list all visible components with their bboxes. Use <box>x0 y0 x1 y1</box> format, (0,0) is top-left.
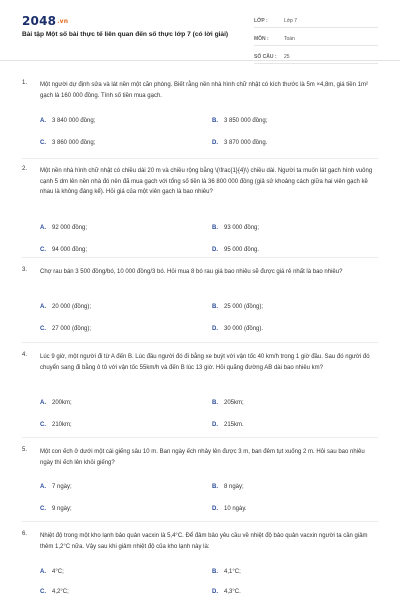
question-number: 4. <box>22 352 28 358</box>
document-title: Bài tập Một số bài thực tế liên quan đến số thực lớp 7 (có lời giải) <box>22 31 229 38</box>
document-header <box>0 0 400 61</box>
option-a[interactable]: A. 4°C; <box>40 569 64 575</box>
option-b[interactable]: B. 93 000 đồng; <box>212 225 260 231</box>
meta-value: Lớp 7 <box>284 17 298 24</box>
question-3 <box>22 267 378 347</box>
option-a[interactable]: A. 3 840 000 đồng; <box>40 118 96 124</box>
divider <box>22 437 378 438</box>
option-a[interactable]: A. 92 000 đồng; <box>40 225 88 231</box>
question-text: Lúc 9 giờ, một người đi từ A đến B. Lúc đầu người đó đi bằng xe buýt với vận tốc 40 km/h trong 1 giờ đầu. Sau đó người đó chuyển sang đi bằng ô tô với vận tốc 55km/h và đến B lúc 13 giờ. Hỏi quãng đường AB dài bao nhiêu km? <box>40 354 370 371</box>
option-d[interactable]: D. 215km. <box>212 422 244 428</box>
meta-row-grade <box>254 14 378 28</box>
option-c[interactable]: C. 9 ngày; <box>40 506 72 512</box>
question-text: Nhiệt độ trong một kho lạnh bảo quản vacxin là 5,4°C. Để đảm bảo yêu cầu về nhiệt độ bảo quản vacxin người ta cần giảm thêm 1,2°C nữa. Vậy sau khi giảm nhiệt độ của kho lạnh này là: <box>40 533 368 550</box>
question-number: 5. <box>22 447 28 453</box>
question-number: 3. <box>22 267 28 273</box>
meta-key: SỐ CÂU : <box>254 53 277 60</box>
question-text: Một người dự định sửa và lát nền một căn phòng. Biết rằng nền nhà hình chữ nhật có kích thước là 5m ×4,8m, giá tiền 1m² gạch là 160 000 đồng. Tính số tiền mua gạch. <box>40 82 368 99</box>
option-d[interactable]: D. 10 ngày. <box>212 506 247 512</box>
logo-tld: .vn <box>57 18 69 25</box>
meta-row-subject <box>254 32 378 46</box>
question-text: Một con ếch ở dưới một cái giếng sâu 10 m. Ban ngày ếch nhảy lên được 3 m, ban đêm tụt xuống 2 m. Hỏi sau bao nhiêu ngày thì ếch lên khỏi giếng? <box>40 449 365 466</box>
option-d[interactable]: D. 4,3°C. <box>212 589 241 595</box>
question-2 <box>22 166 378 266</box>
option-c[interactable]: C. 94 000 đồng; <box>40 247 88 253</box>
meta-value: Toán <box>284 35 295 42</box>
logo-text: 2048 <box>22 14 57 28</box>
option-d[interactable]: D. 30 000 (đồng). <box>212 326 264 332</box>
option-d[interactable]: D. 95 000 đồng. <box>212 247 260 253</box>
option-c[interactable]: C. 210km; <box>40 422 72 428</box>
question-1 <box>22 80 378 150</box>
question-6 <box>22 531 378 600</box>
option-b[interactable]: B. 4,1°C; <box>212 569 241 575</box>
question-4 <box>22 352 378 442</box>
divider <box>22 521 378 522</box>
option-a[interactable]: A. 200km; <box>40 400 72 406</box>
option-c[interactable]: C. 3 860 000 đồng; <box>40 140 96 146</box>
question-number: 6. <box>22 531 28 537</box>
divider <box>22 158 378 159</box>
divider <box>22 342 378 343</box>
meta-row-count <box>254 50 378 64</box>
option-a[interactable]: A. 7 ngày; <box>40 484 72 490</box>
document-meta <box>254 14 378 68</box>
option-c[interactable]: C. 4,2°C; <box>40 589 69 595</box>
question-text: Chợ rau bán 3 500 đồng/bó, 10 000 đồng/3 bó. Hỏi mua 8 bó rau giá bao nhiêu sẽ được giá rẻ nhất là bao nhiêu? <box>40 269 343 275</box>
option-b[interactable]: B. 205km; <box>212 400 244 406</box>
option-c[interactable]: C. 27 000 (đồng); <box>40 326 92 332</box>
divider <box>22 257 378 258</box>
option-b[interactable]: B. 3 850 000 đồng; <box>212 118 268 124</box>
question-number: 2. <box>22 166 28 172</box>
option-d[interactable]: D. 3 870 000 đồng. <box>212 140 268 146</box>
option-b[interactable]: B. 25 000 (đồng); <box>212 304 264 310</box>
meta-key: MÔN : <box>254 35 269 42</box>
site-logo[interactable] <box>22 14 68 28</box>
question-5 <box>22 447 378 527</box>
question-text: Một nền nhà hình chữ nhật có chiều dài 20 m và chiều rộng bằng \(\frac{1}{4}\) chiều dài. Người ta muốn lát gạch hình vuông cạnh 5 dm lên nền nhà đó nên đã mua gạch với tổng số tiền là 36 800 000 đồng (giả sử khoảng cách giữa hai viên gạch kề nhau là không đáng kể). Hỏi giá của một viên gạch là bao nhiêu? <box>40 168 373 195</box>
meta-value: 25 <box>284 53 290 60</box>
meta-key: LỚP : <box>254 17 268 24</box>
option-b[interactable]: B. 8 ngày; <box>212 484 244 490</box>
option-a[interactable]: A. 20 000 (đồng); <box>40 304 92 310</box>
question-number: 1. <box>22 80 28 86</box>
